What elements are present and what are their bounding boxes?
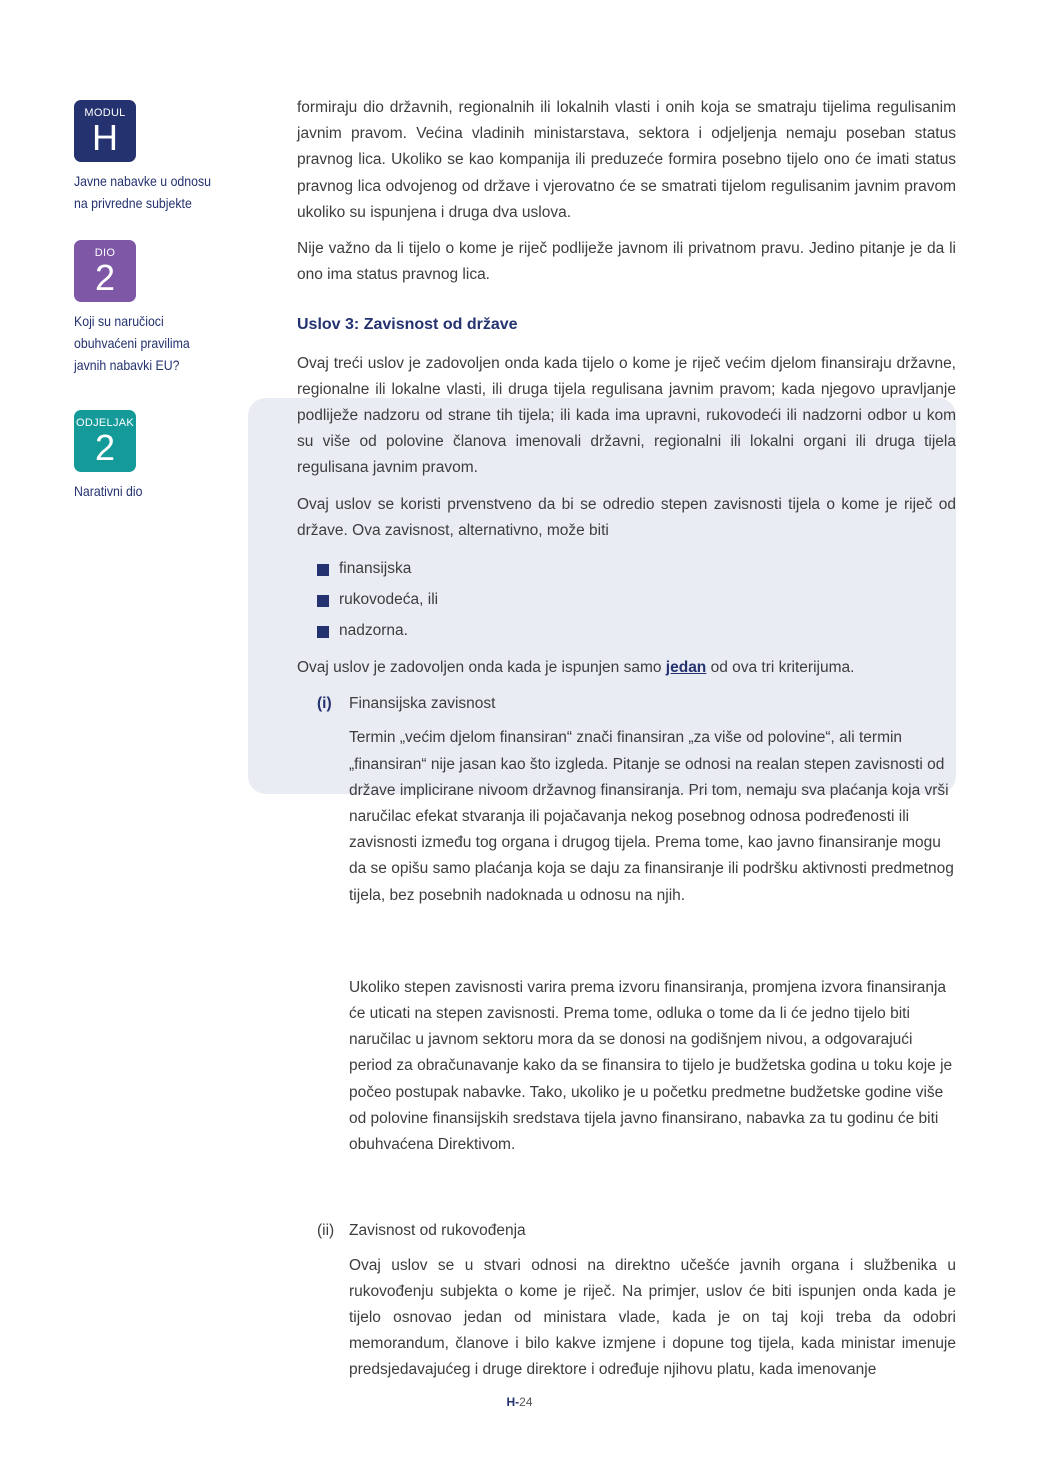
- item-ii-number: (ii): [317, 1222, 335, 1240]
- paragraph-3: Ovaj treći uslov je zadovoljen onda kada tijelo o kome je riječ većim djelom finansiraju državne, regionalne ili lokalne vlasti, ili druga tijela regulisana javnim pravom; kada njegovo upravljanje podliježe nadzoru od strane tih tijela; ili kada ima upravni, rukovodeći ili nadzorni odbor u kom su više od polovine članova imenovali državni, regionalni ili lokalni organi ili druga tijela regulisana javnim pravom.: [297, 354, 956, 477]
- modul-badge-label: MODUL: [84, 107, 126, 119]
- main-content: [297, 95, 956, 1394]
- sidebar: [74, 100, 244, 502]
- paragraph-5: Ovaj uslov je zadovoljen onda kada je ispunjen samo jedan od ova tri kriterijuma.: [297, 659, 855, 677]
- page-number: [0, 1395, 1039, 1409]
- section-heading: Uslov 3: Zavisnost od države: [297, 316, 518, 334]
- dio-title: Koji su naručioci obuhvaćeni pravilima javnih nabavki EU?: [74, 313, 190, 373]
- modul-badge-letter: H: [92, 117, 118, 158]
- item-i-body: [349, 725, 956, 1158]
- odjeljak-title: Narativni dio: [74, 483, 143, 499]
- page-prefix: H-: [506, 1395, 520, 1409]
- item-ii-label: [317, 1218, 956, 1244]
- odjeljak-badge-number: 2: [94, 427, 116, 468]
- item-i-label: [317, 691, 956, 717]
- modul-badge: [74, 100, 136, 162]
- paragraph-2: Nije važno da li tijelo o kome je riječ podliježe javnom ili privatnom pravu. Jedino pitanje je da li ono ima status pravnog lica.: [297, 240, 956, 284]
- item-i-title: Finansijska zavisnost: [349, 695, 496, 713]
- item-i-paragraph-2: Ukoliko stepen zavisnosti varira prema izvoru finansiranja, promjena izvora finansiranja će uticati na stepen zavisnosti. Prema tome, odluka o tome da li će jedno tijelo biti naručilac u javnom sektoru mora da se donosi na godišnjem nivou, a odgovarajući period za obračunavanje kako da se finansira to tijelo je budžetska godina u toku koje je počeo postupak nabavke. Tako, ukoliko je u početku predmetne budžetske godine više od polovine finansijskih sredstava tijela javno finansirano, nabavka za tu godinu će biti obuhvaćena Direktivom.: [349, 978, 953, 1154]
- dio-badge-number: 2: [94, 257, 116, 298]
- page-num: 24: [519, 1395, 533, 1409]
- item-i-paragraph-1: Termin „većim djelom finansiran“ znači finansiran „za više od polovine“, ali termin „finansiran“ nije jasan kao što izgleda. Pitanje se odnosi na realan stepen zavisnosti od države implicirane nivoom državnog finansiranja. Pri tom, nemaju sva plaćanja koja vrši naručilac efekat stvaranja ili pojačavanja nekog posebnog odnosa podređenosti ili zavisnosti između tog organa i drugog tijela. Prema tome, kao javno finansiranje mogu da se opišu samo plaćanja koja se daju za finansiranje ili podršku aktivnosti predmetnog tijela, bez posebnih nadoknada u odnosu na njih.: [349, 729, 954, 904]
- item-i-number: (i): [317, 695, 332, 713]
- square-bullet-icon: [317, 564, 329, 576]
- odjeljak-badge: [74, 410, 136, 472]
- list-item: rukovodeća, ili: [317, 585, 956, 616]
- item-ii-paragraph-1: Ovaj uslov se u stvari odnosi na direktno učešće javnih organa i službenika u rukovođenju subjekta o kome je riječ. Na primjer, uslov će biti ispunjen onda kada je tijelo osnovao jedan od ministara vlade, kada je on taj koji treba da odobri memorandum, članove i bilo kakve izmjene i dopune tog tijela, kada ministar imenuje predsjedavajućeg i druge direktore i određuje njihovu platu, kada imenovanje: [349, 1256, 956, 1379]
- dio-badge: [74, 240, 136, 302]
- emphasis-jedan: jedan: [665, 659, 707, 677]
- list-item: finansijska: [317, 554, 956, 585]
- list-item: nadzorna.: [317, 616, 956, 647]
- paragraph-4: Ovaj uslov se koristi prvenstveno da bi se odredio stepen zavisnosti tijela o kome je riječ od države. Ova zavisnost, alternativno, može biti: [297, 495, 956, 539]
- paragraph-1: formiraju dio državnih, regionalnih ili lokalnih vlasti i onih koja se smatraju tijelima regulisanim javnim pravom. Većina vladinih ministarstava, sektora i odjeljenja nemaju poseban status pravnog lica. Ukoliko se kao kompanija ili preduzeće formira posebno tijelo ono će imati status pravnog lica odvojenog od države i vjerovatno će se smatrati tijelom regulisanim javnim pravom ukoliko su ispunjena i druga dva uslova.: [297, 99, 956, 221]
- modul-title: Javne nabavke u odnosu na privredne subjekte: [74, 173, 212, 211]
- dio-badge-label: DIO: [94, 247, 116, 259]
- square-bullet-icon: [317, 595, 329, 607]
- odjeljak-badge-label: ODJELJAK: [75, 417, 135, 429]
- square-bullet-icon: [317, 626, 329, 638]
- item-ii-title: Zavisnost od rukovođenja: [349, 1222, 526, 1240]
- dependency-list: [317, 554, 956, 647]
- item-ii-body: [349, 1253, 956, 1384]
